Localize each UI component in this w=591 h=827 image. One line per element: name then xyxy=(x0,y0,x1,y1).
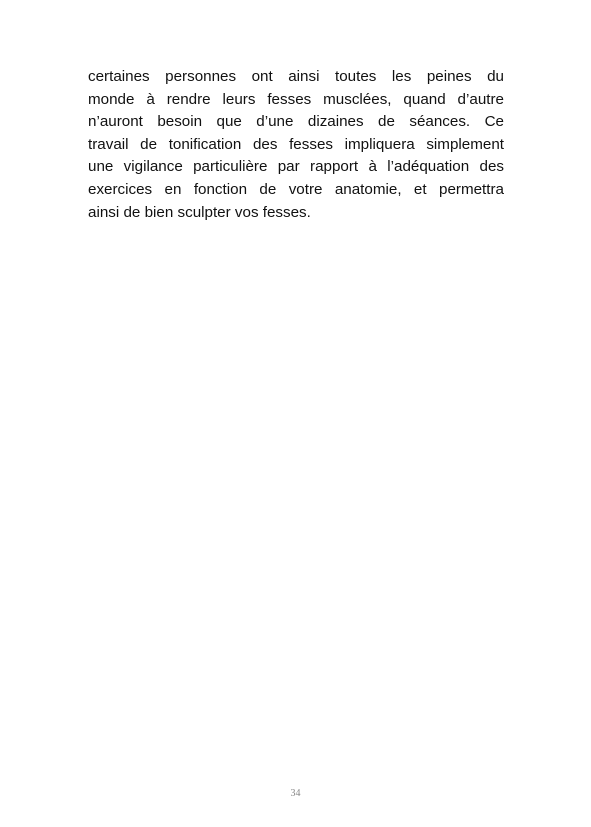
paragraph-line: n’auront besoin que d’une dizaines de séances. Ce xyxy=(88,113,504,131)
paragraph-line: monde à rendre leurs fesses musclées, quand d’autre xyxy=(88,90,504,108)
body-paragraph xyxy=(88,66,504,224)
paragraph-line: une vigilance particulière par rapport à l’adéquation des xyxy=(88,158,504,176)
paragraph-line: travail de tonification des fesses impliquera simplement xyxy=(88,135,504,153)
paragraph-line: exercices en fonction de votre anatomie, et permettra xyxy=(88,180,504,198)
paragraph-line: ainsi de bien sculpter vos fesses. xyxy=(88,203,311,221)
page-number: 34 xyxy=(290,788,301,799)
paragraph-line: certaines personnes ont ainsi toutes les peines du xyxy=(88,68,504,85)
